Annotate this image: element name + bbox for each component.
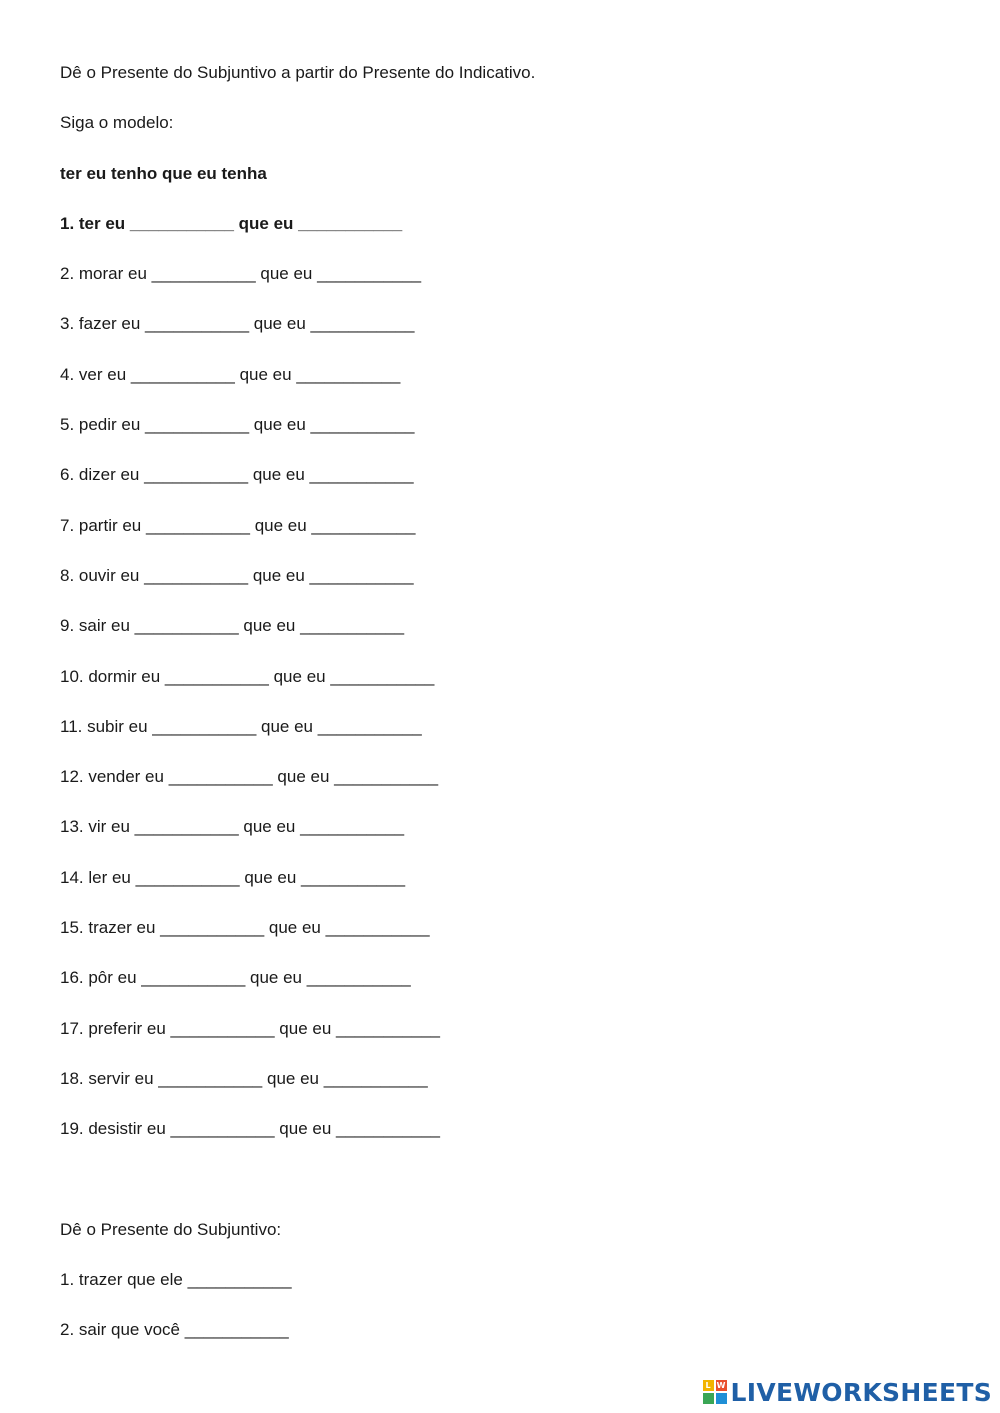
exercise-item[interactable]: 11. subir eu ___________ que eu ___________ bbox=[60, 716, 422, 736]
exercise-item[interactable]: 2. sair que você ___________ bbox=[60, 1320, 289, 1340]
section-spacer bbox=[60, 1165, 940, 1215]
logo-tile bbox=[716, 1393, 727, 1404]
model-example: ter eu tenho que eu tenha bbox=[60, 163, 267, 183]
exercise-item[interactable]: 16. pôr eu ___________ que eu ___________ bbox=[60, 968, 411, 988]
exercise-item[interactable]: 8. ouvir eu ___________ que eu ___________ bbox=[60, 565, 414, 585]
exercise-item[interactable]: 12. vender eu ___________ que eu ___________ bbox=[60, 767, 439, 787]
logo-mark-icon bbox=[703, 1380, 727, 1404]
logo-text: LIVEWORKSHEETS bbox=[730, 1377, 992, 1407]
exercise-item[interactable]: 17. preferir eu ___________ que eu ___________ bbox=[60, 1018, 441, 1038]
worksheet bbox=[60, 58, 940, 1365]
exercise-item[interactable]: 13. vir eu ___________ que eu ___________ bbox=[60, 817, 405, 837]
exercise-item[interactable]: 10. dormir eu ___________ que eu ___________ bbox=[60, 666, 435, 686]
exercise-item[interactable]: 19. desistir eu ___________ que eu ___________ bbox=[60, 1119, 441, 1139]
model-intro-text: Siga o modelo: bbox=[60, 113, 174, 133]
logo-tile: L bbox=[703, 1380, 714, 1391]
logo-tile bbox=[703, 1393, 714, 1404]
exercise-item[interactable]: 15. trazer eu ___________ que eu ___________ bbox=[60, 918, 430, 938]
logo-tile: W bbox=[716, 1381, 726, 1390]
section-heading: Dê o Presente do Subjuntivo: bbox=[60, 1219, 282, 1239]
exercise-item[interactable]: 18. servir eu ___________ que eu ___________ bbox=[60, 1068, 428, 1088]
exercise-item[interactable]: 1. trazer que ele ___________ bbox=[60, 1269, 292, 1289]
exercise-item[interactable]: 2. morar eu ___________ que eu ___________ bbox=[60, 264, 422, 284]
exercise-item[interactable]: 9. sair eu ___________ que eu ___________ bbox=[60, 616, 405, 636]
exercise-item[interactable]: 1. ter eu ___________ que eu ___________ bbox=[60, 213, 403, 233]
exercise-item[interactable]: 5. pedir eu ___________ que eu ___________ bbox=[60, 415, 415, 435]
exercise-item[interactable]: 4. ver eu ___________ que eu ___________ bbox=[60, 364, 401, 384]
exercise-item[interactable]: 6. dizer eu ___________ que eu ___________ bbox=[60, 465, 414, 485]
exercise-item[interactable]: 3. fazer eu ___________ que eu ___________ bbox=[60, 314, 415, 334]
liveworksheets-logo bbox=[703, 1377, 992, 1407]
exercise-item[interactable]: 14. ler eu ___________ que eu ___________ bbox=[60, 867, 406, 887]
instruction-text: Dê o Presente do Subjuntivo a partir do Presente do Indicativo. bbox=[60, 63, 536, 82]
exercise-item[interactable]: 7. partir eu ___________ que eu ___________ bbox=[60, 515, 416, 535]
